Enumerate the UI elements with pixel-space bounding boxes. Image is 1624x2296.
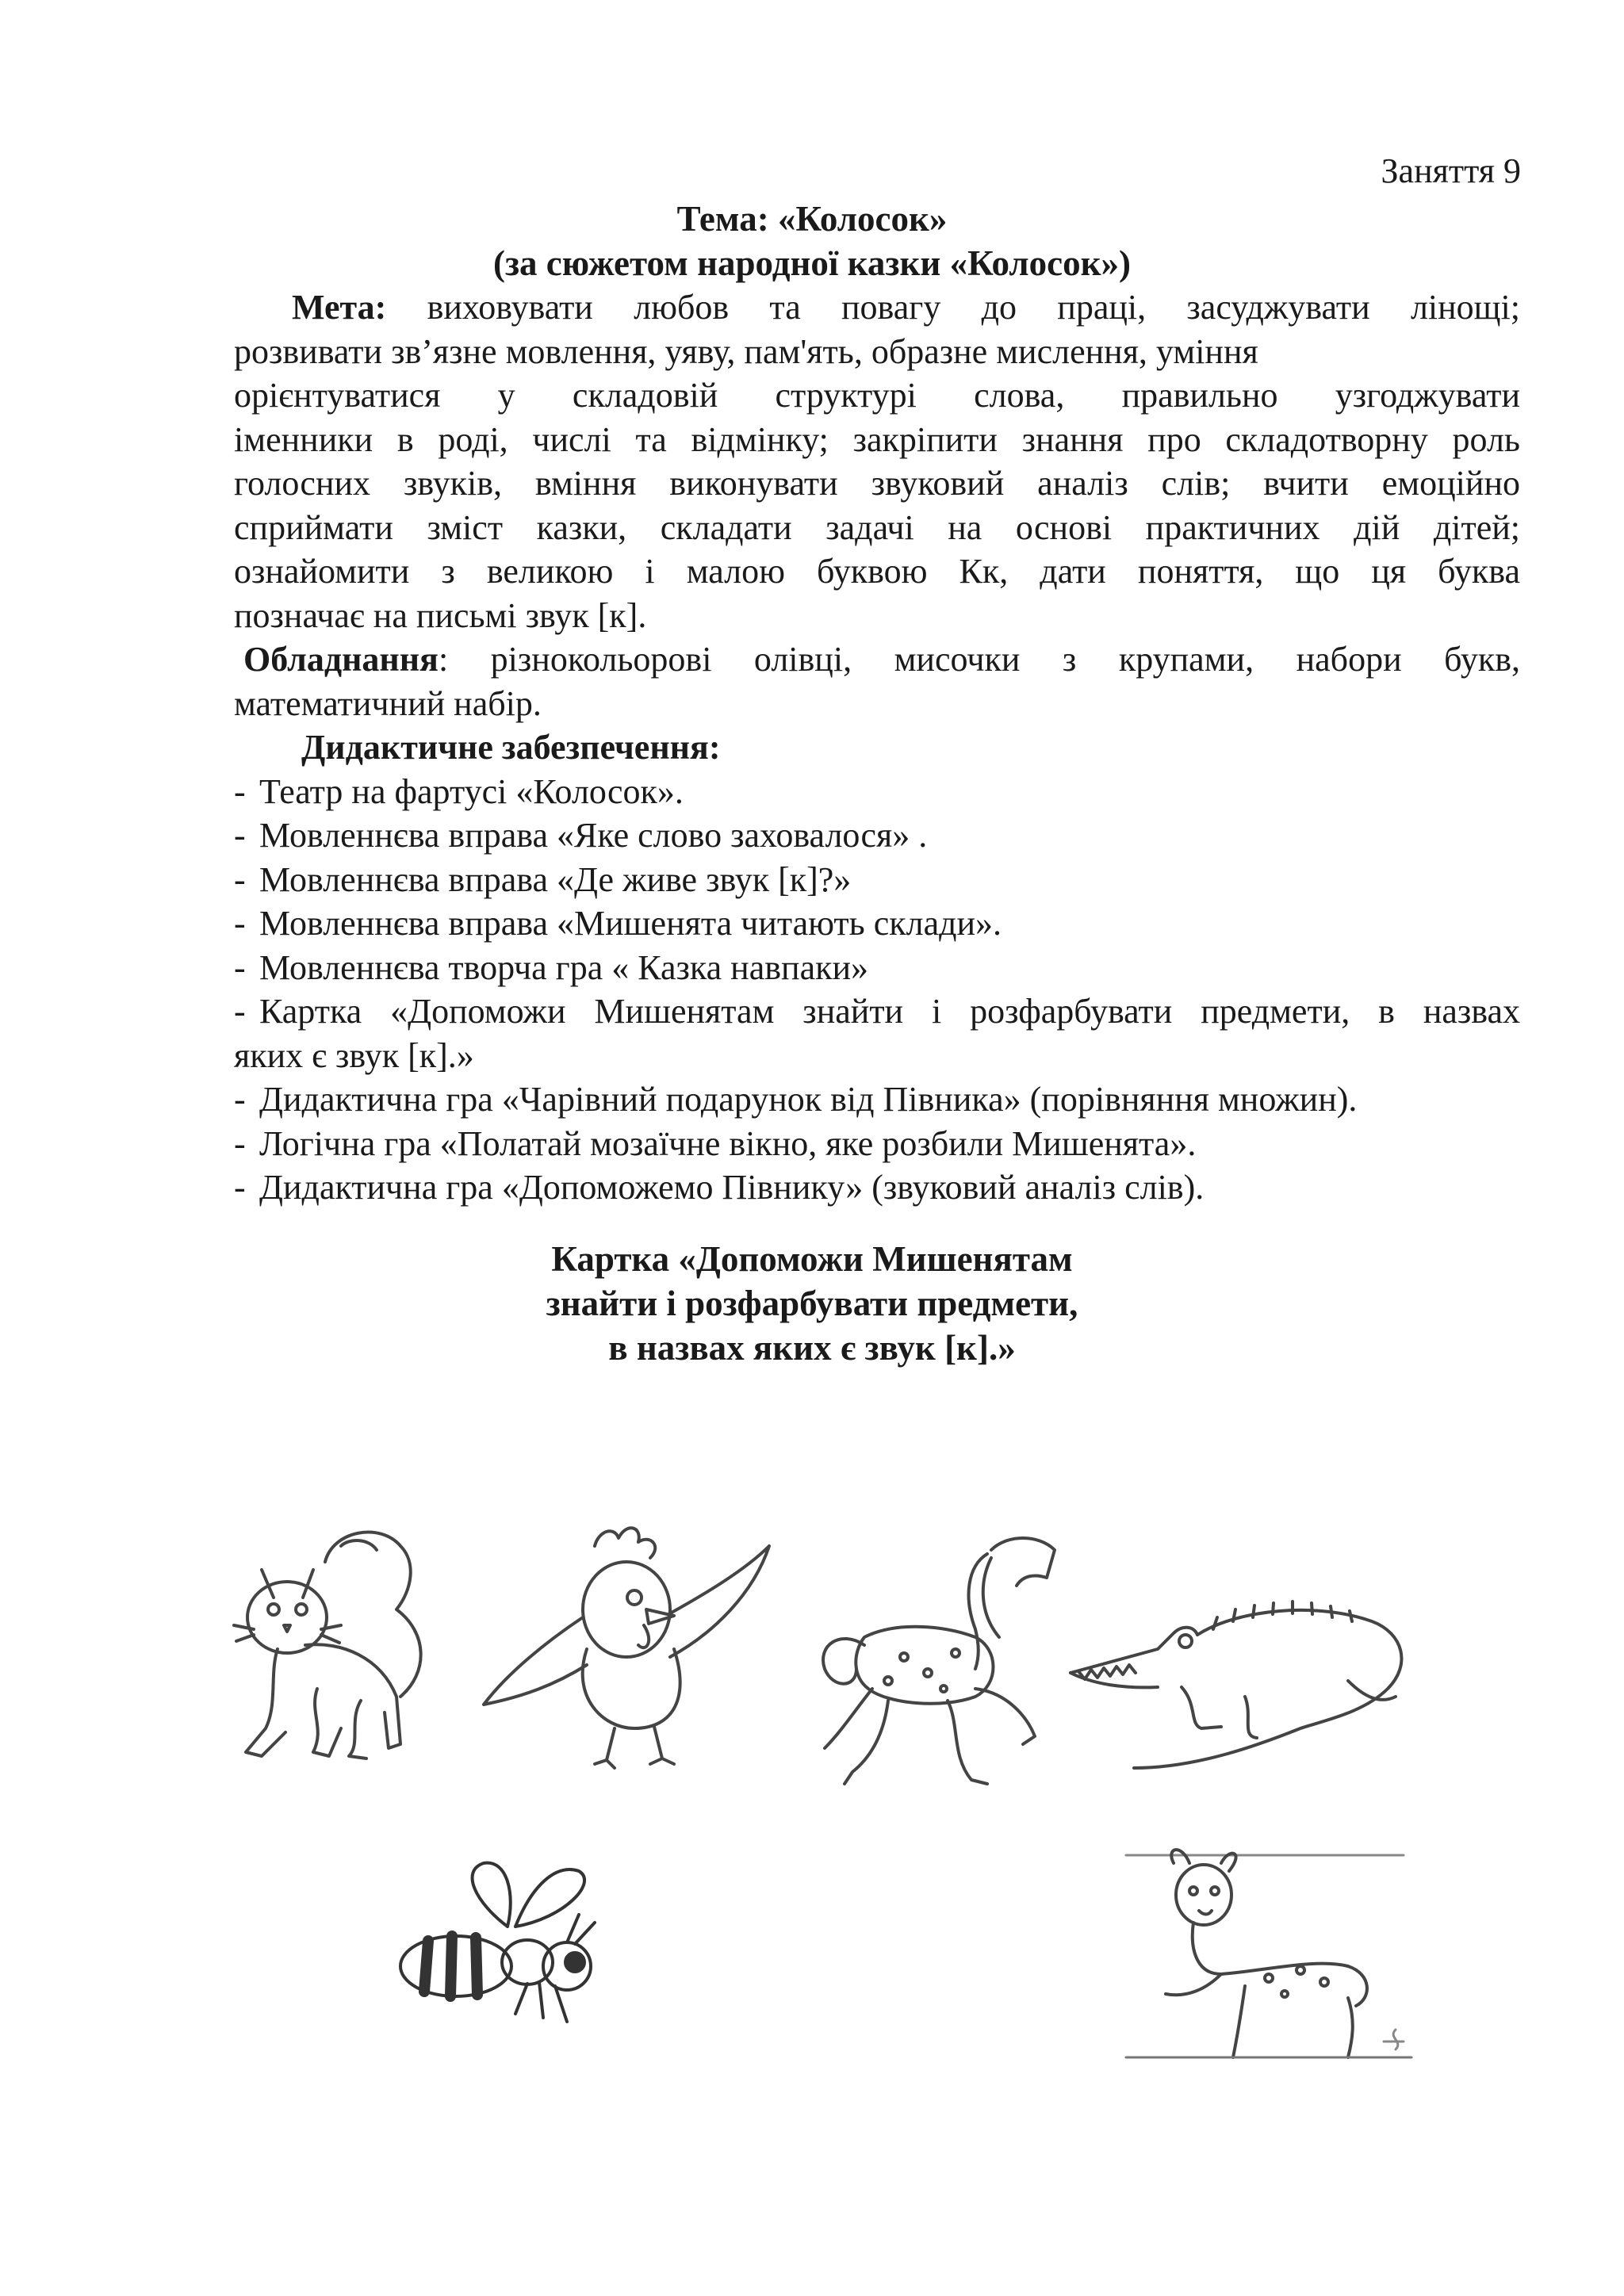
goal-label: Мета: bbox=[292, 288, 387, 327]
goal-line: розвивати зв’язне мовлення, уяву, пам'ять, образне мислення, уміння bbox=[234, 331, 1258, 371]
equipment-line: Обладнання: різнокольорові олівці, мисочки з крупами, набори букв, bbox=[243, 640, 1520, 679]
card-title-line: Картка «Допоможи Мишенятам bbox=[551, 1239, 1073, 1279]
list-item: - Картка «Допоможи Мишенятам знайти і розфарбувати предмети, в назвах bbox=[234, 992, 1520, 1031]
didactic-heading: Дидактичне забезпечення: bbox=[301, 728, 721, 767]
didactic-list bbox=[234, 770, 1520, 1210]
cat-picture bbox=[230, 1514, 436, 1776]
equipment-line: математичний набір. bbox=[234, 683, 542, 723]
list-item: - Мовленнєва вправа «Мишенята читають склади». bbox=[234, 904, 1002, 943]
list-item: - Мовленнєва вправа «Де живе звук [к]?» bbox=[234, 859, 852, 899]
goal-line: іменники в роді, числі та відмінку; закріпити знання про складотворну роль bbox=[234, 419, 1520, 459]
goal-line: позначає на письмі звук [к]. bbox=[234, 595, 647, 635]
page-title: Тема: «Колосок» bbox=[676, 199, 948, 239]
page-subtitle: (за сюжетом народної казки «Колосок») bbox=[492, 243, 1132, 283]
list-item: - Театр на фартусі «Колосок». bbox=[234, 771, 684, 811]
goal-line: сприймати зміст казки, складати задачі на основі практичних дій дітей; bbox=[234, 507, 1520, 547]
card-title bbox=[0, 1237, 1624, 1370]
list-item: - Дидактична гра «Допоможемо Півнику» (звуковий аналіз слів). bbox=[234, 1168, 1205, 1207]
equipment-paragraph bbox=[234, 637, 1520, 725]
lesson-body bbox=[234, 285, 1520, 1210]
list-item-continued: яких є звук [к].» bbox=[234, 1035, 474, 1075]
equipment-label: Обладнання bbox=[243, 640, 439, 679]
bee-picture bbox=[396, 1855, 611, 2045]
goal-line: голосних звуків, вміння виконувати звуковий аналіз слів; вчити емоційно bbox=[234, 464, 1520, 503]
list-item: - Дидактична гра «Чарівний подарунок від Півника» (порівняння множин). bbox=[234, 1080, 1358, 1119]
goal-line: ознайомити з великою і малою буквою Кк, дати поняття, що ця буква bbox=[234, 552, 1520, 591]
card-title-line: знайти і розфарбувати предмети, bbox=[546, 1284, 1078, 1323]
list-item: - Логічна гра «Полатай мозаїчне вікно, яке розбили Мишенята». bbox=[234, 1123, 1197, 1163]
list-item: - Мовленнєва творча гра « Казка навпаки» bbox=[234, 947, 869, 987]
goal-line: орієнтуватися у складовій структурі слова, правильно узгоджувати bbox=[234, 376, 1520, 415]
horse-picture bbox=[809, 1518, 1071, 1800]
rooster-picture bbox=[476, 1522, 777, 1776]
goal-line: Мета: виховувати любов та повагу до праці, засуджувати лінощі; bbox=[292, 288, 1520, 327]
lesson-number: Заняття 9 bbox=[1381, 151, 1521, 190]
goal-paragraph bbox=[234, 285, 1520, 637]
crocodile-picture bbox=[1063, 1586, 1419, 1784]
deer-picture bbox=[1110, 1839, 1419, 2069]
list-item: - Мовленнєва вправа «Яке слово заховалося» . bbox=[234, 816, 928, 855]
card-title-line: в назвах яких є звук [к].» bbox=[608, 1328, 1016, 1368]
